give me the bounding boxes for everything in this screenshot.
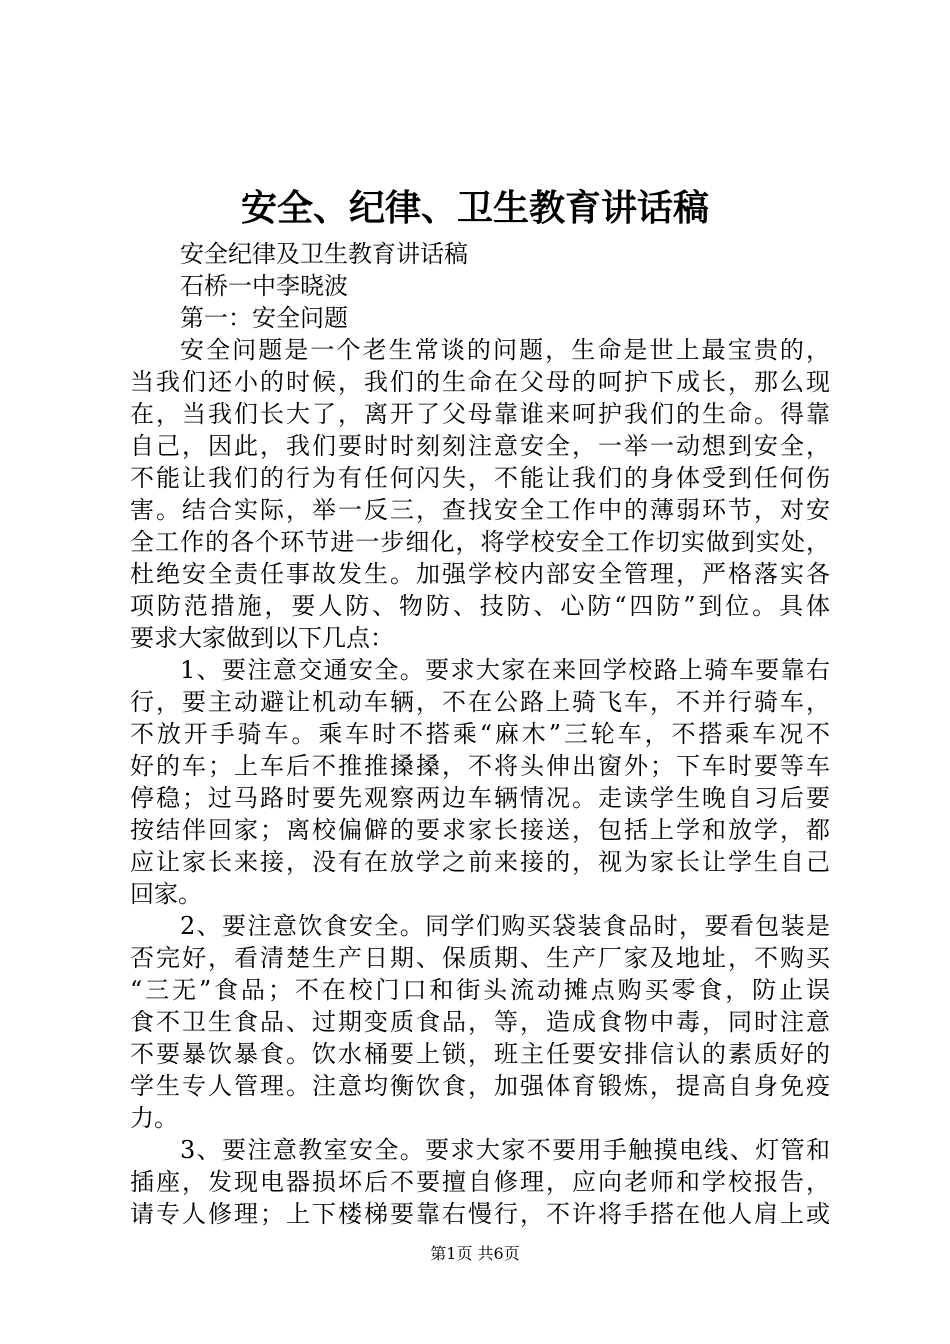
paragraph-line: 食不卫生食品、过期变质食品，等，造成食物中毒，同时注意: [130, 1008, 830, 1036]
paragraph-line: 不要暴饮暴食。饮水桶要上锁，班主任要安排信认的素质好的: [130, 1040, 830, 1068]
document-title: 安全、纪律、卫生教育讲话稿: [240, 187, 709, 229]
paragraph-line: “三无”食品；不在校门口和街头流动摊点购买零食，防止误: [130, 976, 830, 1004]
paragraph-line: 不放开手骑车。乘车时不搭乘“麻木”三轮车，不搭乘车况不: [130, 720, 830, 748]
paragraph-line: 在，当我们长大了，离开了父母靠谁来呵护我们的生命。得靠: [130, 400, 830, 428]
paragraph-line: 应让家长来接，没有在放学之前来接的，视为家长让学生自己: [130, 848, 830, 876]
subtitle-line: 安全纪律及卫生教育讲话稿: [180, 240, 468, 268]
paragraph-line: 3、要注意教室安全。要求大家不要用手触摸电线、灯管和: [180, 1136, 830, 1164]
paragraph-line: 请专人修理；上下楼梯要靠右慢行，不许将手搭在他人肩上或: [130, 1200, 830, 1228]
paragraph-line: 害。结合实际，举一反三，查找安全工作中的薄弱环节，对安: [130, 496, 830, 524]
paragraph-line: 学生专人管理。注意均衡饮食，加强体育锻炼，提高自身免疫: [130, 1072, 830, 1100]
paragraph-line: 行，要主动避让机动车辆，不在公路上骑飞车，不并行骑车，: [130, 688, 830, 716]
paragraph-line: 力。: [130, 1104, 178, 1132]
paragraph-line: 项防范措施，要人防、物防、技防、心防“四防”到位。具体: [130, 592, 830, 620]
paragraph-line: 安全问题是一个老生常谈的问题，生命是世上最宝贵的，: [180, 336, 830, 364]
author-line: 石桥一中李晓波: [180, 272, 348, 300]
paragraph-line: 当我们还小的时候，我们的生命在父母的呵护下成长，那么现: [130, 368, 830, 396]
paragraph-line: 好的车；上车后不推推搡搡，不将头伸出窗外；下车时要等车: [130, 752, 830, 780]
paragraph-line: 全工作的各个环节进一步细化，将学校安全工作切实做到实处，: [130, 528, 830, 556]
paragraph-line: 杜绝安全责任事故发生。加强学校内部安全管理，严格落实各: [130, 560, 830, 588]
paragraph-line: 不能让我们的行为有任何闪失，不能让我们的身体受到任何伤: [130, 464, 830, 492]
page-number-footer: 第1页 共6页: [430, 1244, 520, 1263]
paragraph-line: 1、要注意交通安全。要求大家在来回学校路上骑车要靠右: [180, 656, 830, 684]
paragraph-line: 要求大家做到以下几点：: [130, 624, 394, 652]
paragraph-line: 回家。: [130, 880, 202, 908]
paragraph-line: 插座，发现电器损坏后不要擅自修理，应向老师和学校报告，: [130, 1168, 830, 1196]
paragraph-line: 按结伴回家；离校偏僻的要求家长接送，包括上学和放学，都: [130, 816, 830, 844]
paragraph-line: 自己，因此，我们要时时刻刻注意安全，一举一动想到安全，: [130, 432, 830, 460]
paragraph-line: 2、要注意饮食安全。同学们购买袋装食品时，要看包装是: [180, 912, 830, 940]
section-heading: 第一：安全问题: [180, 304, 348, 332]
paragraph-line: 否完好，看清楚生产日期、保质期、生产厂家及地址，不购买: [130, 944, 830, 972]
document-body: [130, 238, 830, 1230]
paragraph-line: 停稳；过马路时要先观察两边车辆情况。走读学生晚自习后要: [130, 784, 830, 812]
